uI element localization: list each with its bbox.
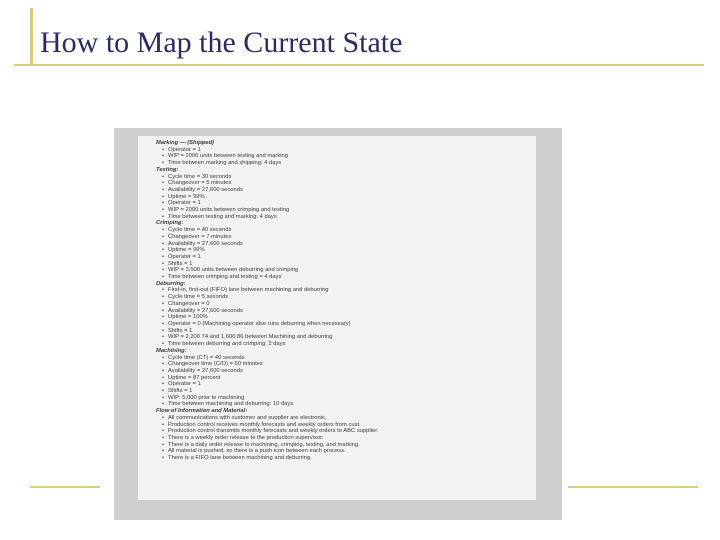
bullet-item: • Production control transmits monthly forecasts and weekly orders to ABC supplier. — [162, 428, 526, 435]
bullet-item: • Shifts = 1 — [162, 261, 526, 268]
accent-bottom-rule-right — [568, 486, 698, 488]
bullet-item: • Time between machining and deburring: 10 days — [162, 401, 526, 408]
bullet-item: • Changeover = 0 — [162, 301, 526, 308]
bullet-item: • Availability = 27,600 seconds — [162, 308, 526, 315]
bullet-item: • All material is pushed, so there is a push icon between each process. — [162, 448, 526, 455]
bullet-item: • Availability = 27,600 seconds — [162, 368, 526, 375]
accent-bottom-rule-left — [30, 486, 100, 488]
bullet-item: • There is a FIFO lane between machining and deburring. — [162, 455, 526, 462]
bullet-item: • There is a daily order release to machining, crimping, testing, and marking. — [162, 442, 526, 449]
bullet-item: • Operator = 1 — [162, 254, 526, 261]
bullet-item: • WIP = 2000 units between crimping and testing — [162, 207, 526, 214]
bullet-item: • Uptime = 100% — [162, 314, 526, 321]
bullet-item: • WIP = 2,200 74 and 1,600 86 between Machining and deburring — [162, 334, 526, 341]
bullet-item: • Operator = 1 — [162, 200, 526, 207]
accent-vertical-bar — [30, 8, 33, 66]
bullet-item: • Changeover = 7 minutes — [162, 234, 526, 241]
section-heading: Crimping: — [156, 220, 184, 227]
bullet-item: • Cycle time = 30 seconds — [162, 174, 526, 181]
bullet-item: • Time between marking and shipping: 4 days — [162, 160, 526, 167]
bullet-item: • Operator = 1 — [162, 381, 526, 388]
bullet-item: • Operator = 0 (Machining operator also runs deburring when necessary) — [162, 321, 526, 328]
bullet-item: • Cycle time = 5 seconds — [162, 294, 526, 301]
bullet-item: • There is a weekly order release to the production supervisor. — [162, 435, 526, 442]
bullet-item: • Shifts = 1 — [162, 388, 526, 395]
bullet-item: • WIP = 3,500 units between deburring and crimping — [162, 267, 526, 274]
bullet-item: • Availability = 27,600 seconds — [162, 187, 526, 194]
bullet-item: • Time between testing and marking: 4 days — [162, 214, 526, 221]
bullet-item: • Time between crimping and testing = 4 days — [162, 274, 526, 281]
accent-title-rule — [14, 64, 704, 66]
bullet-item: • All communications with customer and supplier are electronic. — [162, 415, 526, 422]
bullet-item: • Availability = 27,600 seconds — [162, 241, 526, 248]
bullet-item: • WIP: 5,000 prior to machining — [162, 395, 526, 402]
document-page — [138, 136, 536, 500]
bullet-item: • Shifts = 1 — [162, 328, 526, 335]
scanned-document — [114, 128, 562, 520]
section-heading: Deburring: — [156, 280, 186, 287]
bullet-item: • WIP = 2000 units between testing and marking — [162, 153, 526, 160]
bullet-item: • Production control receives monthly forecasts and weekly orders from cust. — [162, 422, 526, 429]
bullet-item: • Uptime = 87 percent — [162, 375, 526, 382]
section-heading: Flow of Information and Material: — [156, 408, 248, 415]
bullet-item: • Time between deburring and crimping: 2 days — [162, 341, 526, 348]
bullet-item: • Uptime = 99% — [162, 194, 526, 201]
slide-title: How to Map the Current State — [40, 26, 403, 59]
bullet-item: • First-in, first-out (FIFO) lane between machining and deburring — [162, 287, 526, 294]
bullet-item: • Uptime = 99% — [162, 247, 526, 254]
bullet-item: • Cycle time (CT) = 40 seconds — [162, 355, 526, 362]
section-heading: Testing: — [156, 166, 179, 173]
bullet-item: • Changeover = 5 minutes — [162, 180, 526, 187]
bullet-item: • Changeover time (C/O) = 60 minutes — [162, 361, 526, 368]
section-heading: Marking — (Shipped) — [156, 140, 214, 146]
bullet-item: • Cycle time = 40 seconds — [162, 227, 526, 234]
bullet-item: • Operator = 1 — [162, 147, 526, 154]
section-heading: Machining: — [156, 347, 187, 354]
